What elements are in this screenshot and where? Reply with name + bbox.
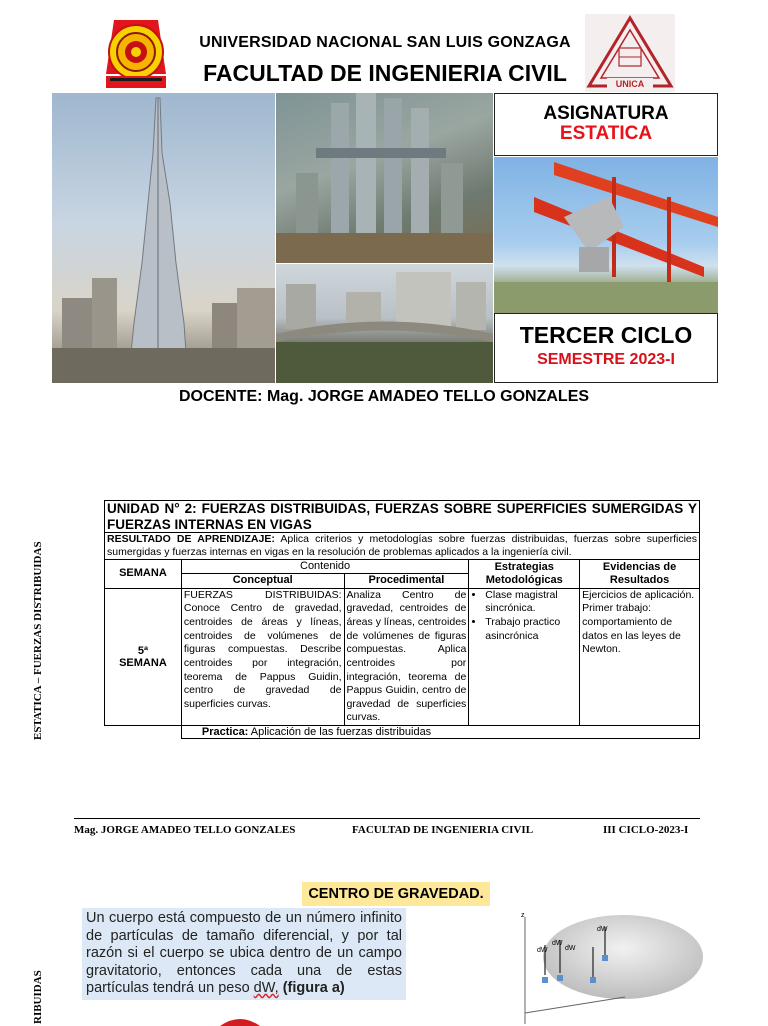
procedural-content: Analiza Centro de gravedad, centroides de áreas y líneas, centroides de volúmenes de figuras compuestas. Aplica centroides por integración, teorema de Pappus Guidin, centro de gravedad de superficies curvas. [344, 588, 469, 725]
strategy-item: • Clase magistral sincrónica. [485, 589, 577, 616]
university-name: UNIVERSIDAD NACIONAL SAN LUIS GONZAGA [199, 34, 571, 51]
subject-label: ASIGNATURA [543, 103, 669, 124]
strategy-item: • Trabajo practico asincrónica [485, 616, 577, 643]
practice-cell [181, 726, 699, 739]
subject-name: ESTATICA [559, 123, 653, 144]
col-procedimental: Procedimental [344, 574, 469, 588]
unica-logo-text: UNICA [615, 79, 645, 89]
z-axis-label: z [521, 912, 525, 919]
practice-text: Aplicación de las fuerzas distribuidas [248, 726, 432, 739]
footer-teacher: Mag. JORGE AMADEO TELLO GONZALES [74, 824, 296, 836]
section-paragraph [82, 908, 406, 1000]
red-shape-fragment [215, 1016, 265, 1026]
week-word: SEMANA [119, 656, 167, 669]
evidence-content: Ejercicios de aplicación. Primer trabajo: comportamiento de datos en las leyes de Newton. [580, 588, 700, 725]
paragraph-figure-ref: (figura a) [282, 980, 345, 996]
dw-label: dW [552, 940, 563, 947]
header-row-1 [105, 560, 700, 574]
faculty-name: FACULTAD DE INGENIERIA CIVIL [203, 60, 567, 86]
university-seal-logo [100, 14, 172, 92]
learning-outcome-row [105, 533, 700, 560]
paragraph-text: Un cuerpo está compuesto de un número infinito de partículas de tamaño diferencial, y por tal razón si el cuerpo se ubica dentro de un campo gravitatorio, entonces cada una de estas partículas tendrá un peso [86, 910, 402, 996]
side-running-title-page2: RIBUIDAS [32, 970, 44, 1024]
gravity-body-figure [505, 905, 705, 1024]
section-title: CENTRO DE GRAVEDAD. [302, 882, 490, 906]
week-cell [105, 588, 182, 725]
dw-label: dW [597, 926, 608, 933]
footer-faculty: FACULTAD DE INGENIERIA CIVIL [352, 824, 534, 836]
photo-twin-towers [276, 93, 493, 263]
learning-outcome-text: Aplica criterios y metodologías sobre fuerzas distribuidas, fuerzas sobre superficies sumergidas y fuerzas internas en vigas en la resolución de problemas aplicados a la ingeniería civil. [107, 533, 697, 559]
footer-rule [74, 818, 700, 819]
practice-label: Practica: [201, 726, 249, 739]
col-conceptual: Conceptual [181, 574, 344, 588]
col-semana: SEMANA [105, 560, 182, 588]
paragraph-dw: dW, [253, 980, 279, 996]
photo-skyscraper [52, 93, 275, 383]
learning-outcome [105, 533, 700, 560]
syllabus-table [104, 500, 700, 739]
strategies-content [469, 588, 580, 725]
conceptual-content: FUERZAS DISTRIBUIDAS: Conoce Centro de gravedad, centroides de áreas y líneas, centroides de volúmenes de figuras compuestas. Describe centroides por integración, teorema de Pappus Guidin, centro de gravedad de superficies curvas. [181, 588, 344, 725]
week-row [105, 588, 700, 725]
unit-title-row [105, 501, 700, 533]
unit-title: UNIDAD N° 2: FUERZAS DISTRIBUIDAS, FUERZAS SOBRE SUPERFICIES SUMERGIDAS Y FUERZAS INTERNAS EN VIGAS [105, 501, 700, 533]
subject-box [494, 93, 718, 156]
col-contenido: Contenido [181, 560, 468, 574]
dw-label: dW [565, 945, 576, 952]
cycle-label: TERCER CICLO [519, 322, 693, 348]
semester-label: SEMESTRE 2023-I [537, 351, 675, 368]
footer-cycle: III CICLO-2023-I [603, 824, 689, 836]
practice-row [105, 726, 700, 739]
teacher-name: DOCENTE: Mag. JORGE AMADEO TELLO GONZALES [178, 388, 590, 405]
col-evidencias: Evidencias de Resultados [580, 560, 700, 588]
learning-outcome-label: RESULTADO DE APRENDIZAJE: [107, 533, 275, 546]
cycle-box [494, 313, 718, 383]
side-running-title: ESTATICA – FUERZAS DISTRIBUIDAS [32, 541, 44, 740]
week-number: 5ª [137, 644, 149, 657]
photo-bridge [276, 264, 493, 383]
photo-bridge-crane [494, 157, 718, 313]
col-estrategias: Estrategias Metodológicas [469, 560, 580, 588]
dw-label: dW [537, 947, 548, 954]
